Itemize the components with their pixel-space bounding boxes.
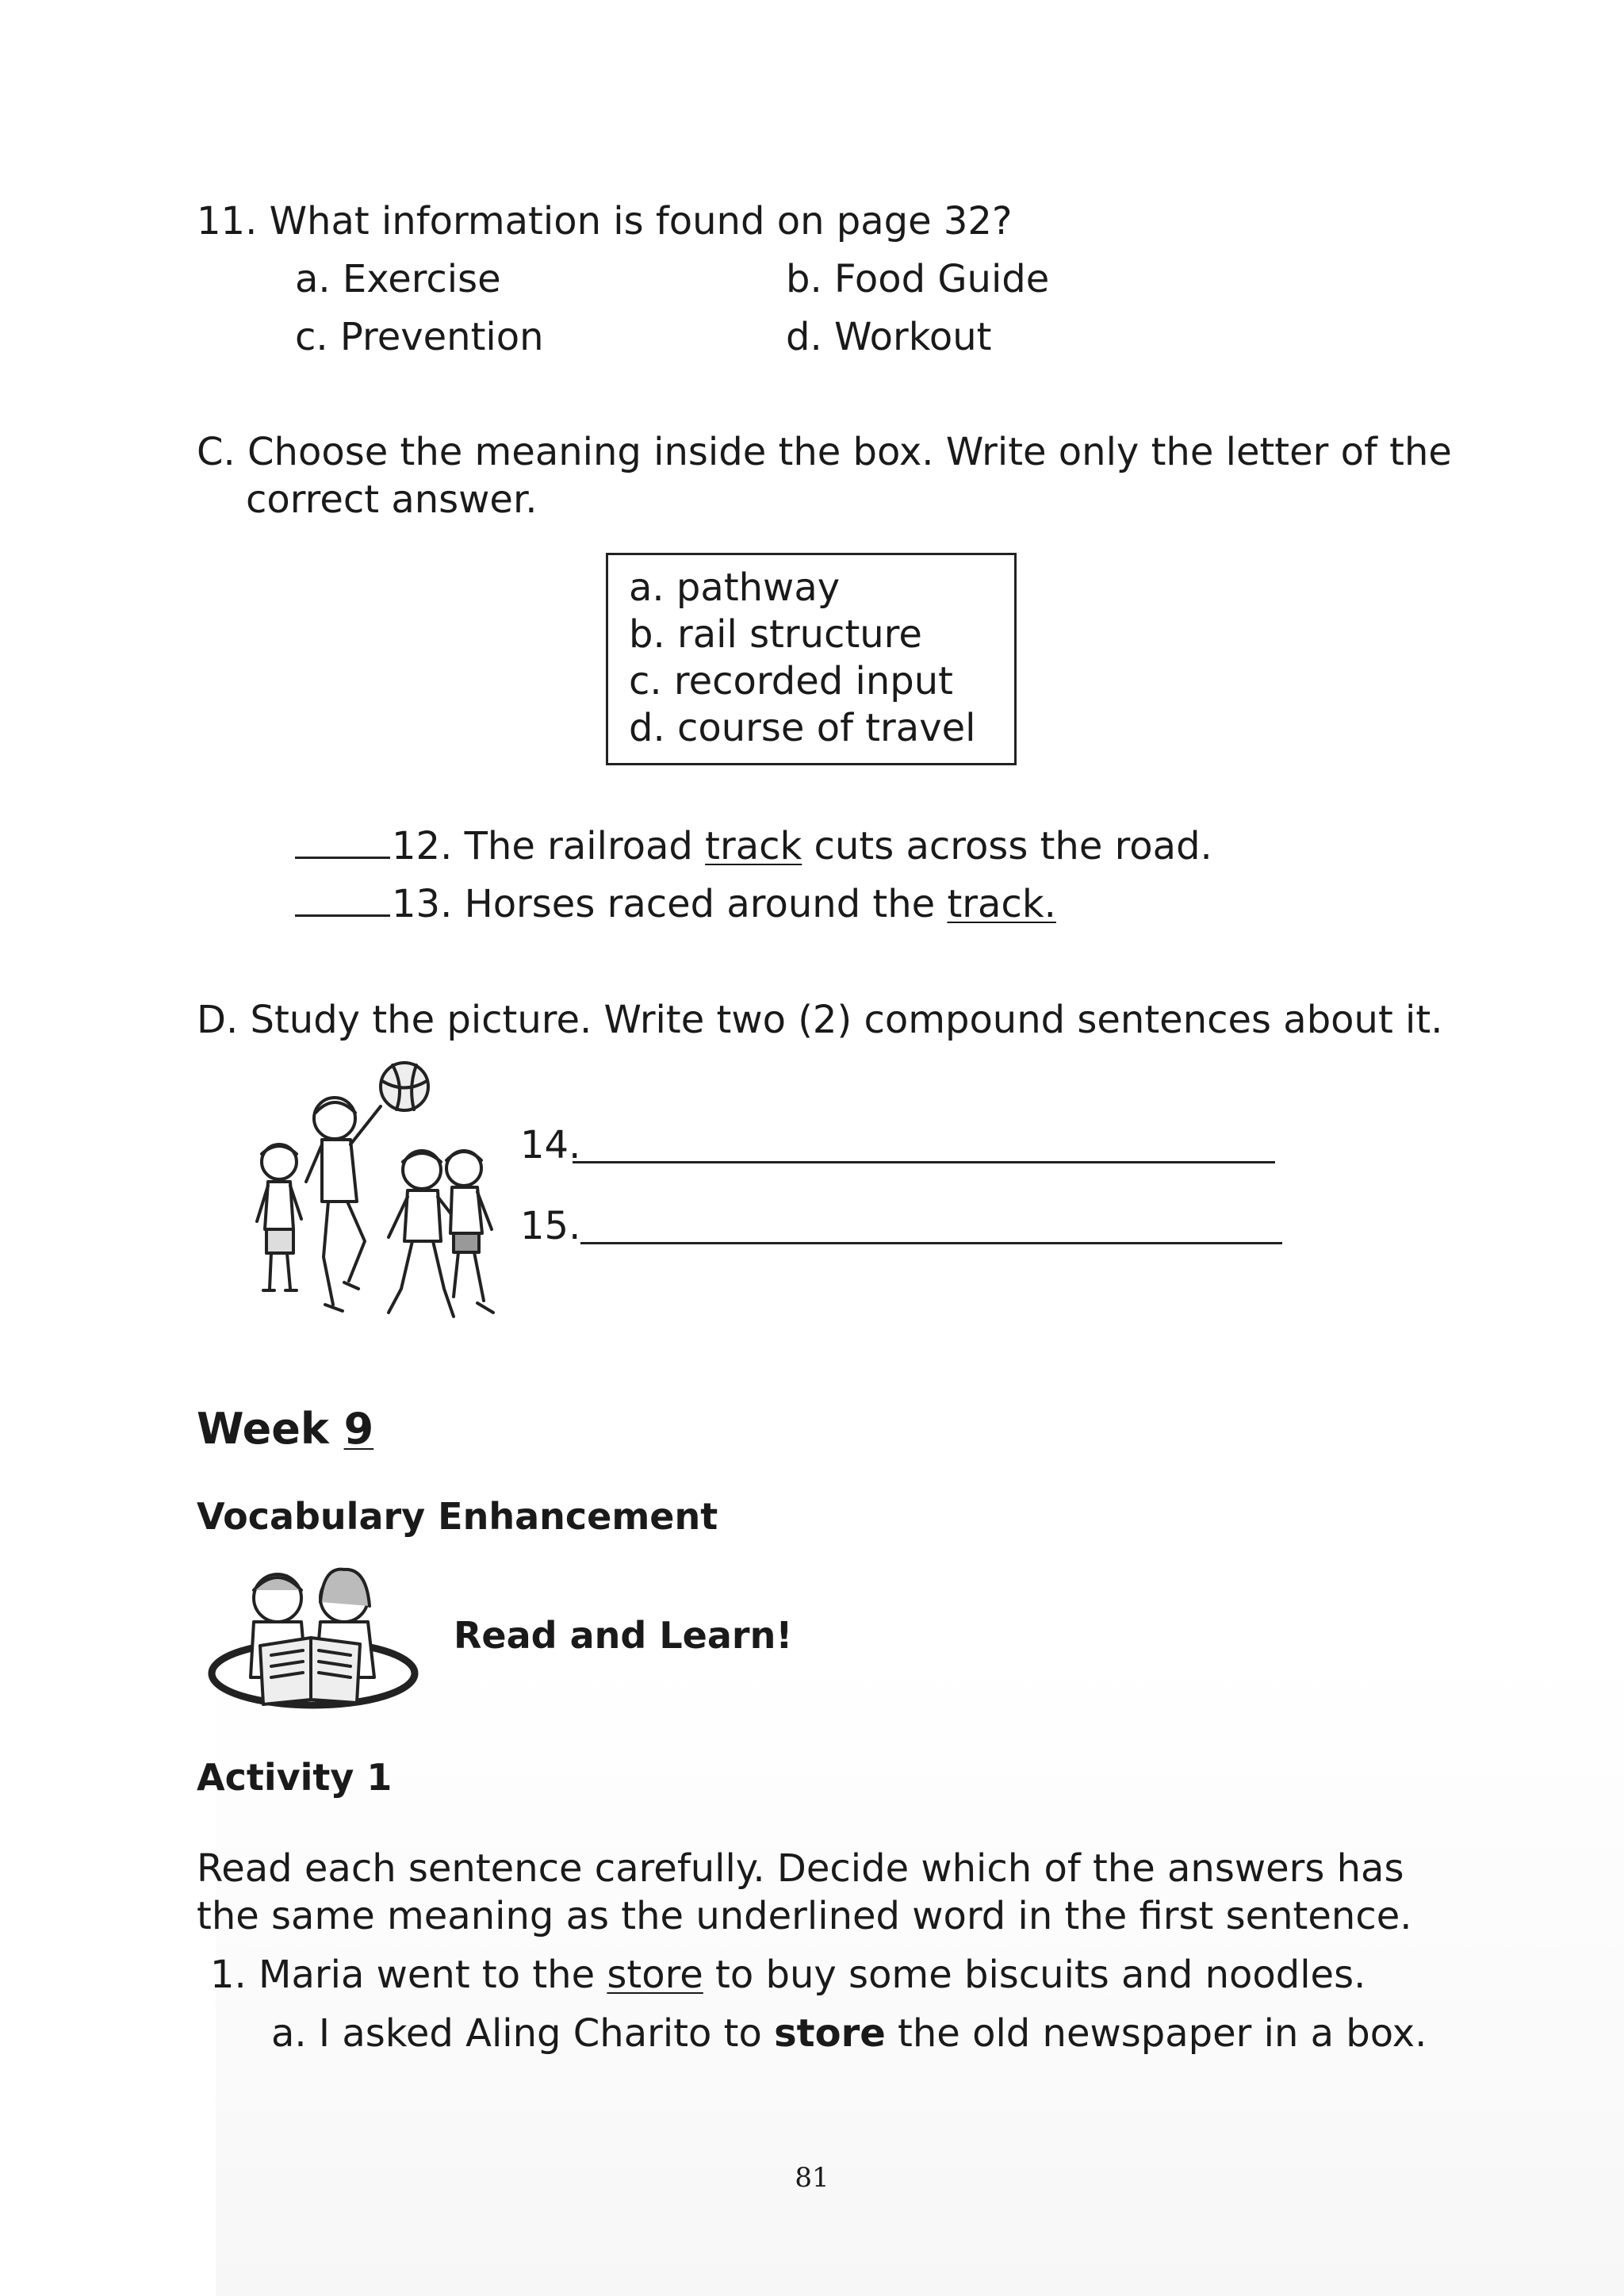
option-d: d. Workout bbox=[786, 315, 992, 359]
week-heading: Week 9 bbox=[197, 1404, 374, 1454]
item-14-label: 14. bbox=[520, 1123, 581, 1167]
box-option-a: a. pathway bbox=[629, 565, 841, 610]
bold-word: store bbox=[774, 2011, 886, 2056]
section-d-instruction: D. Study the picture. Write two (2) compound sentences about it. bbox=[197, 998, 1443, 1042]
item-12: 12. The railroad track cuts across the road. bbox=[295, 823, 1212, 869]
activity-instruction: Read each sentence carefully. Decide which of the answers has bbox=[197, 1846, 1404, 1891]
activity-heading: Activity 1 bbox=[197, 1756, 393, 1799]
vocab-heading: Vocabulary Enhancement bbox=[197, 1495, 718, 1538]
answer-blank-12[interactable] bbox=[295, 825, 390, 859]
meaning-box bbox=[606, 553, 1017, 765]
read-and-learn: Read and Learn! bbox=[454, 1614, 793, 1657]
box-option-b: b. rail structure bbox=[629, 612, 922, 657]
activity-item-1: 1. Maria went to the store to buy some biscuits and noodles. bbox=[210, 1953, 1366, 1997]
activity-item-1a: a. I asked Aling Charito to store the old newspaper in a box. bbox=[271, 2011, 1427, 2056]
option-c: c. Prevention bbox=[295, 315, 544, 359]
answer-line-14[interactable] bbox=[573, 1161, 1275, 1163]
activity-instruction-cont: the same meaning as the underlined word in the first sentence. bbox=[197, 1894, 1412, 1938]
answer-blank-13[interactable] bbox=[295, 883, 390, 917]
page-number: 81 bbox=[795, 2162, 829, 2194]
question-11: 11. What information is found on page 32? bbox=[197, 199, 1013, 243]
box-option-c: c. recorded input bbox=[629, 659, 953, 703]
underlined-word: track bbox=[705, 824, 802, 868]
children-playing-ball-icon bbox=[246, 1051, 508, 1336]
item-15-label: 15. bbox=[520, 1204, 581, 1248]
answer-line-15[interactable] bbox=[580, 1242, 1282, 1244]
section-c-instruction-cont: correct answer. bbox=[246, 477, 538, 522]
box-option-d: d. course of travel bbox=[629, 706, 976, 750]
option-b: b. Food Guide bbox=[786, 257, 1050, 301]
children-reading-book-icon bbox=[205, 1558, 423, 1713]
underlined-word: store bbox=[607, 1953, 703, 1997]
section-c-instruction: C. Choose the meaning inside the box. Write only the letter of the bbox=[197, 430, 1452, 474]
underlined-word: track. bbox=[947, 882, 1056, 926]
option-a: a. Exercise bbox=[295, 257, 501, 301]
item-13: 13. Horses raced around the track. bbox=[295, 881, 1056, 927]
